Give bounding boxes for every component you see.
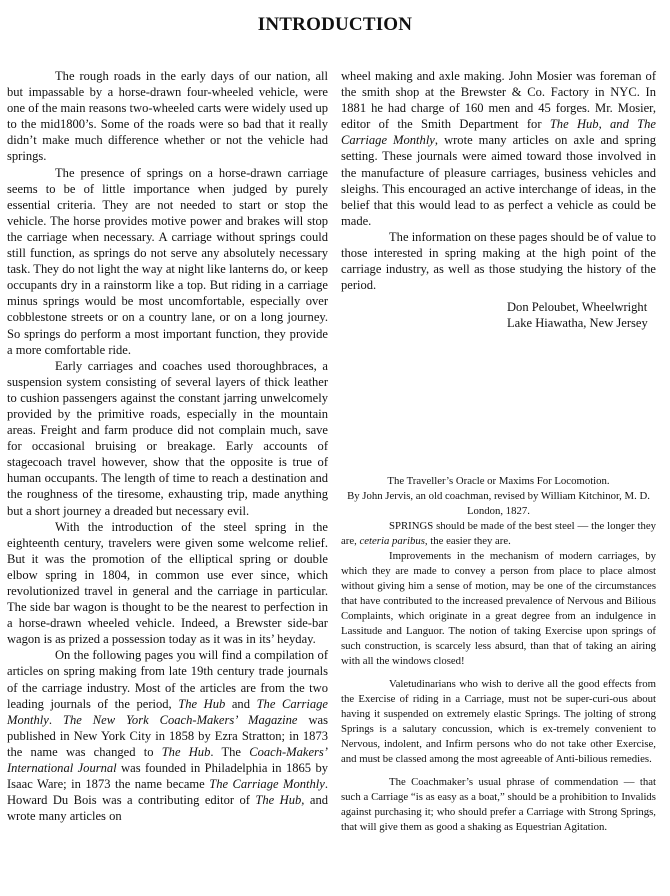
journal-title: The Carriage Monthly (7, 696, 328, 727)
text-run: SPRINGS should be made of the best steel — the longer they are, (341, 520, 656, 547)
paragraph (7, 647, 328, 824)
quote-block (341, 474, 656, 835)
paragraph: The presence of springs on a horse-drawn carriage seems to be of little importance when judged by purely essential criteria. They are not needed to start or stop the vehicle. The horse provides motive power and brakes will stop the carriage when necessary. A carriage without springs could still function, as springs do not serve any absolutely necessary task. They do not light the way at night like lanterns do, or keep occupants dry in a rainstorm like a top. But riding in a carriage minus springs would be most uncomfortable, especially over cobblestone streets or on a country lane, or on a long journey. So springs do perform a most important function, they provide a more comfortable ride. (7, 165, 328, 357)
journal-title: The New York Coach-Makers’ Magazine (62, 712, 298, 727)
journal-title: The Hub (178, 696, 226, 711)
text-run: , the easier they are. (424, 535, 511, 547)
text-run: , wrote many articles on axle and spring setting. These journals were aimed toward those involved in the manufacture of pleasure carriages, business vehicles and sleighs. This encouraged an active interchange of ideas, in the belief that this would lead to as perfect a vehicle as could be made. (341, 133, 656, 228)
page-title: INTRODUCTION (257, 14, 413, 35)
quote-place-date: London, 1827. (466, 505, 530, 517)
left-column (7, 68, 328, 824)
text-run: was published in New York City in 1858 by Ezra Stratton; in 1873 the name was changed to (7, 712, 328, 759)
paragraph: With the introduction of the steel spring in the eighteenth century, travelers were given some welcome relief. But it was the promotion of the elliptical spring or double elbow spring in 1804, in common use ever since, which revolutionized travel in general and the carriage in particular. The side bar wagon is thought to be the nearest to perfection in a horse-drawn wheeled vehicle. Indeed, a Brewster side-bar wagon is as prized a possession today as it was in its’ heyday. (7, 519, 328, 647)
signature-place: Lake Hiawatha, New Jersey (507, 316, 648, 331)
text-run: . (48, 712, 63, 727)
paragraph (341, 68, 656, 229)
right-column (341, 68, 656, 332)
journal-title: The Carriage Monthly (209, 777, 325, 792)
text-run: . The (210, 744, 250, 759)
quote-paragraph: Valetudinarians who wish to derive all the good effects from the Exercise of riding in a Carriage, must not be super-curi-ous about having it suspended on extremely elastic Springs. The jolting of strong Springs is a salutary concussion, which is ex-tremely convenient to Nervous, indolent, and Infirm persons who do not take other Exercise, and must be classed among the most agreeable of Anti-bilious remedies. (341, 678, 656, 765)
quote-paragraph: Improvements in the mechanism of modern carriages, by which they are made to convey a person from place to place almost without giving him a sense of motion, may be one of the circumstances that have contributed to the increased prevalence of Nervous and Bilious Complaints, which originate in a great degree from an indulgence in Lassitude and Languor. The notion of taking Exercise upon springs of such construction, is scarcely less absurd, than that of taking an airing with all the windows closed! (341, 550, 656, 667)
quote-paragraph (341, 519, 656, 549)
text-run: wheel making and axle making. John Mosier was foreman of the smith shop at the Brewster & Co. Factory in NYC. In 1881 he had charge of 160 men and 45 forges. Mr. Mosier, editor of the Smith Department for (341, 69, 656, 132)
paragraph: Early carriages and coaches used thoroughbraces, a suspension system consisting of several layers of thick leather to cushion passengers against the constant jarring unwelcomely provided by the primitive roads, especially in the mountain areas. Freight and farm produce did not complain much, save for occasional bruising or breakage. Early accounts of stagecoach travel however, show that the opposite is true of human occupants. The length of time to reach a destination and the roughness of the tiresome, exhausting trip, made anything but a short journey a dreaded but necessary evil. (7, 358, 328, 518)
text-run: and (225, 696, 257, 711)
paragraph: The information on these pages should be of value to those interested in spring making at the high point of the carriage industry, as well as those studying the history of the period. (341, 229, 656, 293)
signature-name: Don Peloubet, Wheelwright (507, 300, 648, 315)
paragraph: The rough roads in the early days of our nation, all but impassable by a horse-drawn four-wheeled vehicle, were one of the main reasons two-wheeled carts were widely used up to the mid1800’s. Some of the roads were so bad that it really didn’t make much difference whether or not the vehicle had springs. (7, 69, 328, 164)
journal-title: The Hub, and The Carriage Monthly (341, 117, 657, 148)
journal-title: The Hub (255, 793, 302, 808)
quote-title: The Traveller’s Oracle or Maxims For Locomotion. (387, 475, 610, 487)
text-run: was founded in Philadelphia in 1865 by Isaac Ware; in 1873 the name became (7, 761, 328, 792)
quote-paragraph: The Coachmaker’s usual phrase of commendation — that such a Carriage “is as easy as a boat,” should be a prohibition to Invalids against purchasing it; who should prefer a Carriage with Strong Springs, that will give them as good a shaking as Equestrian Agitation. (341, 776, 656, 833)
text-run: , and wrote many articles on (7, 793, 328, 824)
text-run: . Howard Du Bois was a contributing editor of (7, 777, 328, 808)
latin-phrase: ceteria paribus (359, 535, 425, 547)
journal-title: Coach-Makers’ International Journal (7, 744, 328, 776)
text-run: On the following pages you will find a compilation of articles on spring making from late 19th century trade journals of the carriage industry. Most of the articles are from the two leading journals of the period, (7, 648, 328, 711)
journal-title: The Hub (161, 744, 211, 759)
quote-byline: By John Jervis, an old coachman, revised by William Kitchinor, M. D. (347, 490, 650, 502)
